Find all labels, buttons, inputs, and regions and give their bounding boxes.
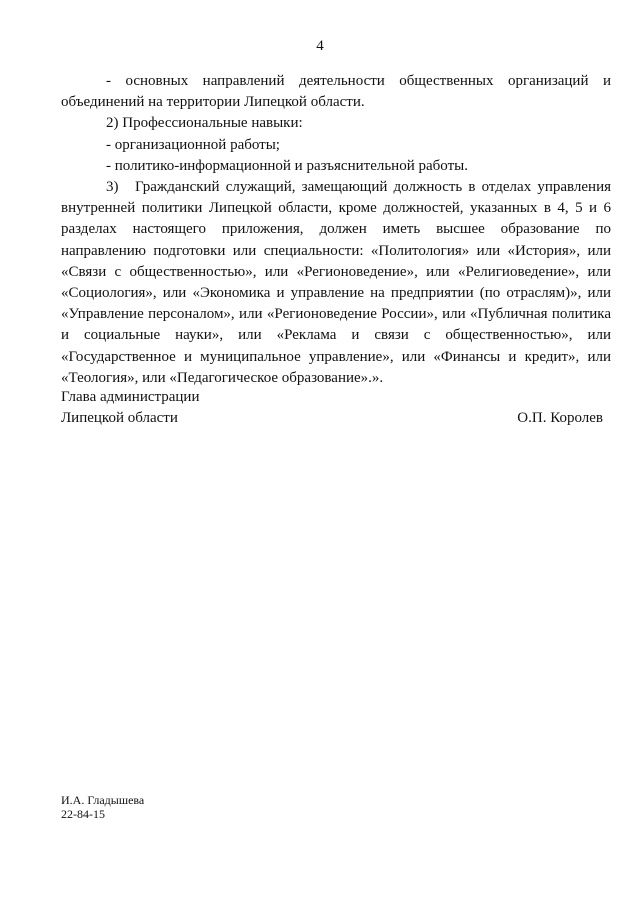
executor-phone: 22-84-15 xyxy=(61,807,105,821)
item3-text: Гражданский служащий, замещающий должность в отделах управления внутренней политики Липецкой области, кроме должностей, указанных в 4, 5 и 6 разделах настоящего приложения, должен иметь высшее образование по направлению подготовки или специальности: «Политология» или «История», или «Связи с общественностью», или «Регионоведение», или «Религиоведение», или «Социология», или «Экономика и управление на предприятии (по отраслям)», или «Управление персоналом», или «Регионоведение России», или «Публичная политика и социальные науки», или «Реклама и связи с общественностью», или «Государственное и муниципальное управление», или «Финансы и кредит», или «Теология», или «Педагогическое образование».». xyxy=(61,179,611,386)
signature-row xyxy=(61,408,603,429)
signatory-name: О.П. Королев xyxy=(517,410,603,426)
item-continuation: - основных направлений деятельности общественных организаций и объединений на территории Липецкой области. xyxy=(61,73,611,111)
executor-name: И.А. Гладышева xyxy=(61,793,145,807)
executor-footer xyxy=(61,793,144,821)
item2-heading: 2) Профессиональные навыки: xyxy=(106,115,303,132)
item3-number: 3) xyxy=(106,179,119,196)
page-number: 4 xyxy=(316,38,324,54)
item2-bullet-2: - политико-информационной и разъяснительной работы. xyxy=(106,157,468,174)
signatory-title-line1: Глава администрации xyxy=(61,389,200,405)
document-body xyxy=(61,71,611,389)
item3-paragraph xyxy=(61,177,611,389)
signatory-title-line2: Липецкой области xyxy=(61,410,178,426)
signature-block xyxy=(61,387,603,429)
item2-bullet-1: - организационной работы; xyxy=(106,136,280,153)
